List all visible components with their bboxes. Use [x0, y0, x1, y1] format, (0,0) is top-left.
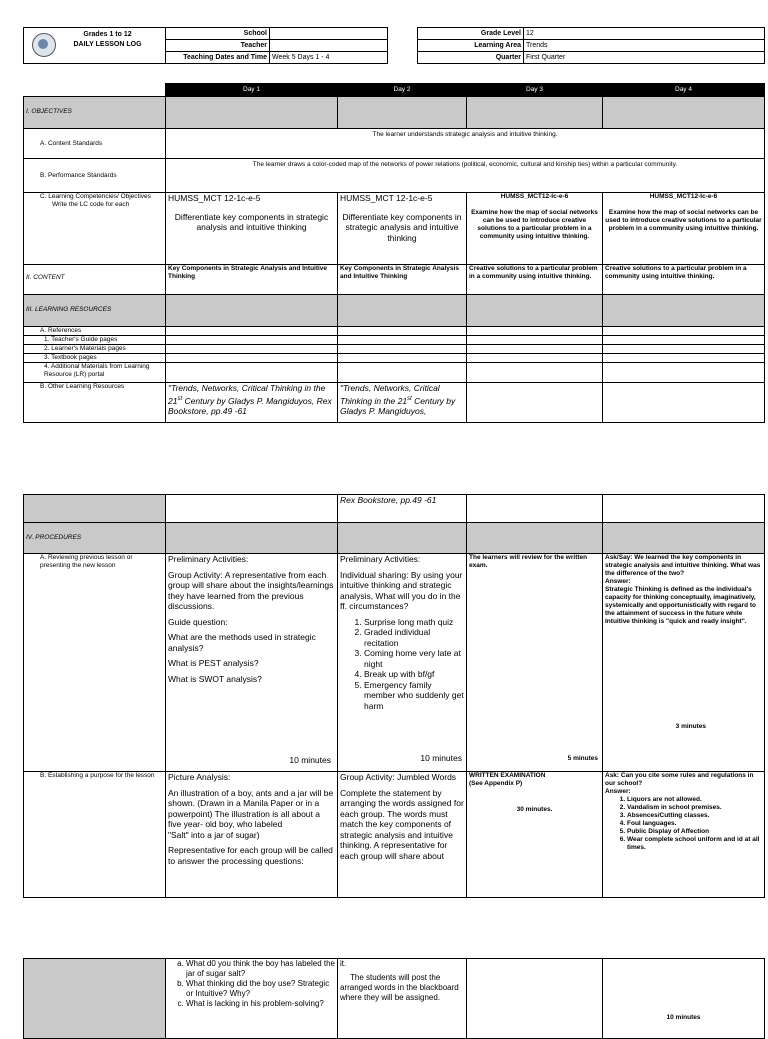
competencies-label-line2: Write the LC code for each — [52, 201, 130, 208]
section-procedures: IV. PROCEDURES — [24, 523, 166, 554]
day4-content: Creative solutions to a particular problem in a community using intuitive thinking. — [603, 265, 765, 295]
section-objectives: I. OBJECTIVES — [24, 97, 166, 129]
a-day2-time: 10 minutes — [420, 752, 462, 763]
day4-lc-code: HUMSS_MCT12-Ic-e-6 — [649, 193, 718, 200]
list-item: b. What thinking did the boy use? Strategic or Intuitive? Why? — [186, 979, 335, 999]
day3-header: Day 3 — [467, 84, 603, 97]
list-item: a. What d0 you think the boy has labeled the jar of sugar salt? — [186, 959, 335, 979]
a-day1-p2: Group Activity: A representative from each group will share about the insights/learnings they have learned from the previous discussions. — [168, 569, 334, 611]
b-day3-l2: (See Appendix P) — [469, 780, 523, 787]
learning-area-field[interactable]: Trends — [524, 40, 765, 52]
day4-header: Day 4 — [603, 84, 765, 97]
list-item: 4. Foul languages. — [627, 820, 762, 828]
textbook-pages-label: 3. Textbook pages — [24, 354, 166, 363]
deped-seal-logo — [32, 33, 56, 57]
quarter-label: Quarter — [418, 52, 524, 64]
b-day1-p2: An illustration of a boy, ants and a jar will be shown. (Drawn in a Manila Paper or in a powerpoint) The illustration is all about a five year- old boy, who labeled — [168, 787, 334, 829]
b-day4-question: Ask: Can you cite some rules and regulations in our school? — [605, 772, 754, 787]
day1-other-resources: "Trends, Networks, Critical Thinking in the 21st Century by Gladys P. Mangiduyos, Rex Bookstore, pp.49 -61 — [166, 383, 338, 423]
a-day1-p4: What are the methods used in strategic analysis? — [168, 632, 316, 653]
b-cont-day2-b: The students will post the arranged words in the blackboard where they will be assigned. — [340, 973, 459, 1002]
a-day1-p5: What is PEST analysis? — [168, 658, 259, 668]
day2-objective: Differentiate key components in strategic analysis and intuitive thinking — [342, 211, 462, 243]
day2-lc-code: HUMSS_MCT 12-1c-e-5 — [340, 193, 433, 203]
a-day1-p3: Guide question: — [168, 616, 228, 627]
dates-field[interactable]: Week 5 Days 1 - 4 — [270, 52, 388, 64]
references-label: A. References — [24, 327, 166, 336]
a-day1-p6: What is SWOT analysis? — [168, 673, 262, 684]
a-day4-answer-label: Answer: — [605, 578, 631, 585]
list-item: 5. Emergency family member who suddenly get harm — [364, 680, 464, 712]
tg-pages-label: 1. Teacher's Guide pages — [24, 336, 166, 345]
b-cont-day4-time: 10 minutes — [666, 1014, 701, 1021]
list-item: c. What is lacking in his problem-solving? — [186, 999, 335, 1009]
list-item: 3. Coming home very late at night — [364, 648, 464, 669]
teacher-field[interactable] — [270, 40, 388, 52]
b-cont-day1-list — [168, 959, 335, 1009]
b-day1-p1: Picture Analysis: — [168, 772, 231, 782]
header-block — [23, 27, 765, 64]
day1-objective: Differentiate key components in strategic analysis and intuitive thinking — [174, 211, 329, 232]
dates-label: Teaching Dates and Time — [166, 52, 270, 64]
list-item: 5. Public Display of Affection — [627, 828, 762, 836]
lesson-table-part2 — [23, 494, 765, 898]
day2-other-resources-cont: Rex Bookstore, pp.49 -61 — [338, 495, 467, 523]
day2-header: Day 2 — [338, 84, 467, 97]
content-standards-label: A. Content Standards — [24, 129, 166, 159]
list-item: 1. Liquors are not allowed. — [627, 796, 762, 804]
a-day1-time: 10 minutes — [289, 754, 331, 765]
b-day4-list — [605, 796, 762, 852]
quarter-field[interactable]: First Quarter — [524, 52, 765, 64]
performance-standards: The learner draws a color-coded map of the networks of power relations (political, economic, cultural and kinship ties) within a particular community. — [166, 159, 765, 193]
day3-content: Creative solutions to a particular problem in a community using intuitive thinking. — [467, 265, 603, 295]
lesson-table-part3 — [23, 958, 765, 1039]
a-day2-list — [340, 617, 464, 712]
day2-other-resources: "Trends, Networks, Critical Thinking in the 21st Century by Gladys P. Mangiduyos, — [338, 383, 467, 423]
b-day1-p2b: "Salt" into a jar of sugar) — [168, 829, 260, 840]
list-item: 2. Vandalism in school premises. — [627, 804, 762, 812]
other-resources-label: B. Other Learning Resources — [24, 383, 166, 423]
a-day4-question: Ask/Say: We learned the key components in strategic analysis and intuitive thinking. What was the difference of the two? — [605, 554, 761, 577]
day2-content: Key Components in Strategic Analysis and Intuitive Thinking — [338, 265, 467, 295]
b-day3-time: 30 minutes. — [516, 806, 553, 813]
list-item: 4. Break up with bf/gf — [364, 669, 464, 680]
a-day3-time: 5 minutes — [567, 755, 598, 762]
list-item: 2. Graded individual recitation — [364, 627, 464, 648]
a-day1-p1: Preliminary Activities: — [168, 554, 249, 564]
a-day2-p2: Individual sharing: By using your intuitive thinking and strategic analysis, What will you do in the ff. circumstances? — [340, 569, 463, 611]
procedure-b-label: B. Establishing a purpose for the lesson — [24, 772, 166, 898]
performance-standards-label: B. Performance Standards — [24, 159, 166, 193]
header-grades: Grades 1 to 12 — [83, 31, 132, 38]
day1-content: Key Components in Strategic Analysis and Intuitive Thinking — [166, 265, 338, 295]
day1-header: Day 1 — [166, 84, 338, 97]
a-day4-answer: Strategic Thinking is defined as the individual's capacity for thinking conceptually, imaginatively, systemically and opportunistically with regard to the attainment of success in the future while Intuitive thinking is "quick and ready insight". — [605, 586, 756, 625]
b-day2-p2: Complete the statement by arranging the words assigned for each group. The words must match the key components of strategic analysis and intuitive thinking. A representative for each group will share about — [340, 787, 464, 861]
lm-pages-label: 2. Learner's Materials pages — [24, 345, 166, 354]
header-title: DAILY LESSON LOG — [73, 41, 142, 48]
a-day4-time: 3 minutes — [675, 723, 706, 730]
content-standards: The learner understands strategic analysis and intuitive thinking. — [166, 129, 765, 159]
a-day3-text: The learners will review for the written exam. — [469, 554, 588, 569]
day1-lc-code: HUMSS_MCT 12-1c-e-5 — [168, 193, 261, 203]
list-item: 6. Wear complete school uniform and id at all times. — [627, 836, 762, 852]
learning-area-label: Learning Area — [418, 40, 524, 52]
b-day3-l1: WRITTEN EXAMINATION — [469, 772, 546, 779]
lesson-table-part1 — [23, 83, 765, 423]
list-item: 3. Absences/Cutting classes. — [627, 812, 762, 820]
additional-materials-label: 4. Additional Materials from Learning Resource (LR) portal — [24, 363, 166, 383]
procedure-a-label: A. Reviewing previous lesson or presenting the new lesson — [24, 554, 166, 772]
a-day2-p1: Preliminary Activities: — [340, 554, 421, 564]
day4-objective: Examine how the map of social networks can be used to introduce creative solutions to a particular problem in a community using intuitive thinking. — [605, 209, 762, 232]
day3-lc-code: HUMSS_MCT12-Ic-e-6 — [500, 193, 569, 200]
school-field[interactable] — [270, 28, 388, 40]
section-content: II. CONTENT — [24, 265, 166, 295]
school-label: School — [166, 28, 270, 40]
competencies-label-line1: C. Learning Competencies/ Objectives — [40, 193, 151, 200]
grade-level-label: Grade Level — [418, 28, 524, 40]
grade-level-field[interactable]: 12 — [524, 28, 765, 40]
b-day4-answer-label: Answer: — [605, 788, 631, 795]
b-day2-p1: Group Activity: Jumbled Words — [340, 772, 457, 782]
competencies-label — [24, 193, 166, 265]
day3-objective: Examine how the map of social networks can be used to introduce creative solutions to a particular problem in a community using intuitive thinking. — [471, 209, 598, 240]
teacher-label: Teacher — [166, 40, 270, 52]
b-day1-p3: Representative for each group will be called to answer the processing questions: — [168, 845, 333, 866]
b-cont-day2-a: it. — [340, 959, 347, 968]
section-resources: III. LEARNING RESOURCES — [24, 295, 166, 327]
list-item: 1. Surprise long math quiz — [364, 617, 464, 628]
